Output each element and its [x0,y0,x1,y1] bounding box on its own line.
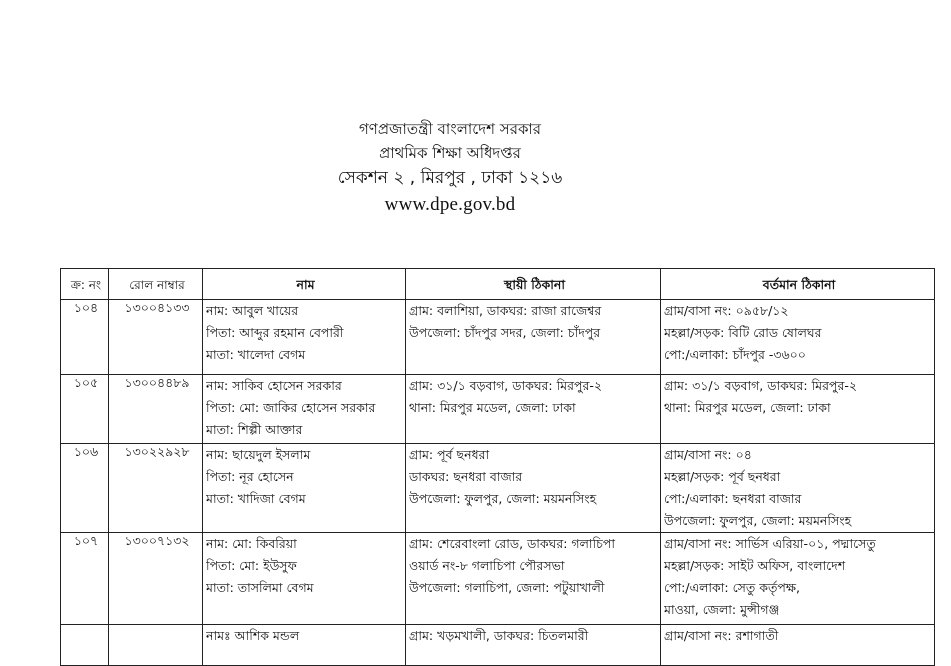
name-line: নামঃ আশিক মন্ডল [206,628,300,643]
address-line: গ্রাম: ৩১/১ বড়বাগ, ডাকঘর: মিরপুর-২ [409,378,602,393]
serial-cell: ১০৭ [61,533,109,625]
document-header [250,117,650,219]
address-line: গ্রাম/বাসা নং: সার্ভিস এরিয়া-০১, পদ্মাসেতু [664,536,876,551]
table-row [61,444,935,533]
table-row [61,300,935,375]
permanent-address-cell [406,375,661,444]
present-address-cell [661,444,935,533]
header-name: নাম [203,269,406,300]
header-permanent-address: স্থায়ী ঠিকানা [406,269,661,300]
roll-cell: ১৩০০৭১৩২ [109,533,203,625]
name-cell [203,533,406,625]
address-line: মহল্লা/সড়ক: পূর্ব ছনধরা [664,469,781,484]
mother-line: মাতা: তাসলিমা বেগম [206,580,314,595]
name-line: নাম: ছায়েদুল ইসলাম [206,447,311,462]
address-line: উপজেলা: ফুলপুর, জেলা: ময়মনসিংহ [664,513,852,528]
mother-line: মাতা: শিল্পী আক্তার [206,422,303,437]
permanent-address-cell [406,444,661,533]
table-row [61,375,935,444]
address-line: মহল্লা/সড়ক: সাইট অফিস, বাংলাদেশ [664,558,846,573]
address-line: মাওয়া, জেলা: মুন্সীগঞ্জ [664,602,780,617]
address-line: ডাকঘর: ছনধরা বাজার [409,469,523,484]
permanent-address-cell [406,625,661,666]
address-line: গ্রাম: পূর্ব ছনধরা [409,447,490,462]
header-present-address: বর্তমান ঠিকানা [661,269,935,300]
name-line: নাম: আবুল খায়ের [206,303,299,318]
address-line: গ্রাম: বলাশিয়া, ডাকঘর: রাজা রাজেশ্বর [409,303,602,318]
name-cell [203,444,406,533]
government-title: গণপ্রজাতন্ত্রী বাংলাদেশ সরকার [358,120,542,138]
address-line: গ্রাম/বাসা নং: ০৪ [664,447,752,462]
mother-line: মাতা: খালেদা বেগম [206,347,306,362]
present-address-cell [661,625,935,666]
serial-cell: ১০৪ [61,300,109,375]
address-line: গ্রাম: শেরেবাংলা রোড, ডাকঘর: গলাচিপা [409,536,615,551]
candidate-table [60,268,935,666]
name-line: নাম: মো: কিবরিয়া [206,536,297,551]
table-header-row [61,269,935,300]
roll-cell [109,625,203,666]
header-serial: ক্র: নং [61,269,109,300]
address-line: ওয়ার্ড নং-৮ গলাচিপা পৌরসভা [409,558,565,573]
name-line: নাম: সাকিব হোসেন সরকার [206,378,342,393]
father-line: পিতা: নূর হোসেন [206,469,294,484]
address-line: পো:/এলাকা: চাঁদপুর -৩৬০০ [664,347,806,362]
table-row [61,625,935,666]
address-line: গ্রাম/বাসা নং: ০৯৫৮/১২ [664,303,789,318]
present-address-cell [661,533,935,625]
address-line: উপজেলা: গলাচিপা, জেলা: পটুয়াখালী [409,580,605,595]
father-line: পিতা: মো: জাকির হোসেন সরকার [206,400,376,415]
permanent-address-cell [406,300,661,375]
address-line: গ্রাম/বাসা নং: রশাগাতী [664,628,779,643]
name-cell [203,375,406,444]
father-line: পিতা: মো: ইউসুফ [206,558,297,573]
office-address: সেকশন ২ , মিরপুর , ঢাকা ১২১৬ [337,168,563,188]
name-cell [203,625,406,666]
address-line: পো:/এলাকা: ছনধরা বাজার [664,491,802,506]
table-row [61,533,935,625]
header-roll: রোল নাম্বার [109,269,203,300]
address-line: উপজেলা: চাঁদপুর সদর, জেলা: চাঁদপুর [409,325,601,340]
permanent-address-cell [406,533,661,625]
present-address-cell [661,375,935,444]
mother-line: মাতা: খাদিজা বেগম [206,491,306,506]
address-line: গ্রাম: ৩১/১ বড়বাগ, ডাকঘর: মিরপুর-২ [664,378,857,393]
address-line: থানা: মিরপুর মডেল, জেলা: ঢাকা [409,400,576,415]
father-line: পিতা: আব্দুর রহমান বেপারী [206,325,344,340]
address-line: থানা: মিরপুর মডেল, জেলা: ঢাকা [664,400,831,415]
department-title: প্রাথমিক শিক্ষা অধিদপ্তর [379,144,521,162]
present-address-cell [661,300,935,375]
serial-cell [61,625,109,666]
roll-cell: ১৩০২২৯২৮ [109,444,203,533]
address-line: উপজেলা: ফুলপুর, জেলা: ময়মনসিংহ [409,491,597,506]
address-line: পো:/এলাকা: সেতু কর্তৃপক্ষ, [664,580,800,595]
name-cell [203,300,406,375]
roll-cell: ১৩০০৪১৩৩ [109,300,203,375]
address-line: মহল্লা/সড়ক: বিটি রোড ষোলঘর [664,325,822,340]
website-text: www.dpe.gov.bd [384,194,516,215]
serial-cell: ১০৬ [61,444,109,533]
serial-cell: ১০৫ [61,375,109,444]
roll-cell: ১৩০০৪৪৮৯ [109,375,203,444]
address-line: গ্রাম: খড়মখালী, ডাকঘর: চিতলমারী [409,628,589,643]
